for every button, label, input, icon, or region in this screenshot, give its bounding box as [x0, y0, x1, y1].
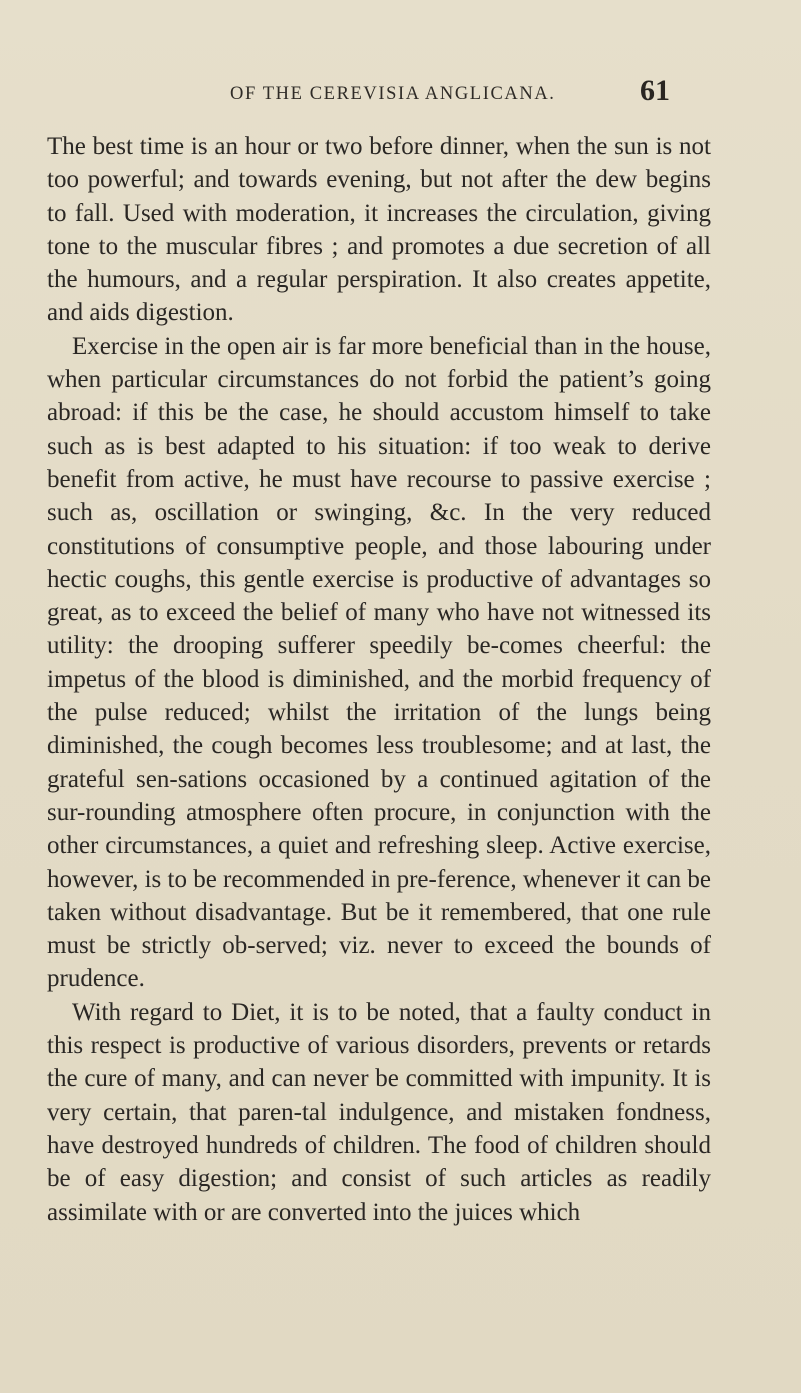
body-text — [47, 130, 711, 1229]
page-number: 61 — [640, 74, 670, 107]
paragraph-3: With regard to Diet, it is to be noted, that a faulty conduct in this respect is productive of various disorders, prevents or retards the cure of many, and can never be committed with impunity. It is very certain, that paren-tal indulgence, and mistaken fondness, have destroyed hundreds of children. The food of children should be of easy digestion; and consist of such articles as readily assimilate with or are converted into the juices which — [47, 998, 711, 1226]
paragraph-2: Exercise in the open air is far more beneficial than in the house, when particular circumstances do not forbid the patient’s going abroad: if this be the case, he should accustom himself to take such as is best adapted to his situation: if too weak to derive benefit from active, he must have recourse to passive exercise ; such as, oscillation or swinging, &c. In the very reduced constitutions of consumptive people, and those labouring under hectic coughs, this gentle exercise is productive of advantages so great, as to exceed the belief of many who have not witnessed its utility: the drooping sufferer speedily be-comes cheerful: the impetus of the blood is diminished, and the morbid frequency of the pulse reduced; whilst the irritation of the lungs being diminished, the cough becomes less troublesome; and at last, the grateful sen-sations occasioned by a continued agitation of the sur-rounding atmosphere often procure, in conjunction with the other circumstances, a quiet and refreshing sleep. Active exercise, however, is to be recommended in pre-ference, whenever it can be taken without disadvantage. But be it remembered, that one rule must be strictly ob-served; viz. never to exceed the bounds of prudence. — [47, 332, 711, 993]
running-title: OF THE CEREVISIA ANGLICANA. — [230, 84, 556, 104]
paragraph-1: The best time is an hour or two before dinner, when the sun is not too powerful; and towards evening, but not after the dew begins to fall. Used with moderation, it increases the circulation, giving tone to the muscular fibres ; and promotes a due secretion of all the humours, and a regular perspiration. It also creates appetite, and aids digestion. — [47, 133, 711, 327]
